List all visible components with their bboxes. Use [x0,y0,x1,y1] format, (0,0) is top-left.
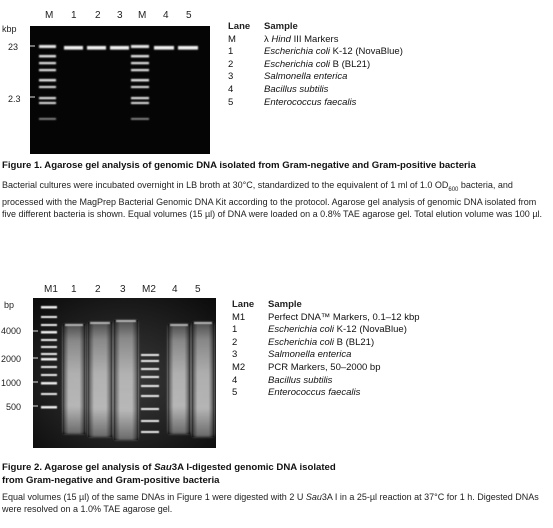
fig2-table-row [232,337,548,350]
sample-text: B (BL21) [330,58,371,70]
fig1-header-lane: Lane [228,21,251,32]
fig1-row-sample [264,97,356,110]
fig2-caption [2,461,550,487]
fig1-row-sample [264,59,370,72]
sample-text-italic: Bacillus subtilis [268,374,333,386]
fig2-table-row [232,349,548,362]
sample-text: λ [264,33,272,45]
fig1-gel-image [30,26,210,154]
fig1-lane-label: 1 [71,10,77,21]
fig1-row-sample [264,34,338,47]
fig1-row-lane: M [228,33,236,45]
fig2-marker-label: 2000 [1,354,22,364]
fig1-marker-label: 23 [8,42,19,52]
fig2-row-lane: 4 [232,374,238,386]
fig2-lane-label: 1 [71,284,77,295]
fig1-row-lane: 1 [228,46,234,58]
fig2-row-sample [268,324,407,337]
fig1-row-sample [264,46,403,59]
fig1-lane-table [228,21,548,109]
fig1-row-lane: 3 [228,71,234,83]
fig1-table-row [228,84,548,97]
fig1-row-lane: 4 [228,83,234,95]
fig2-row-lane: 5 [232,387,238,399]
fig2-row-sample [268,337,374,350]
fig1-row-lane: 2 [228,58,234,70]
sample-text-italic: Escherichia coli [268,324,334,336]
fig2-marker-label: 4000 [1,326,22,336]
sample-text-italic: Salmonella enterica [268,349,352,361]
fig1-axis-unit: kbp [2,24,17,34]
fig1-table-row [228,71,548,84]
fig2-header-lane: Lane [232,299,255,310]
fig2-row-lane: 1 [232,324,238,336]
fig2-row-lane: M2 [232,361,246,373]
fig2-table-row [232,312,548,325]
fig2-row-lane: 2 [232,336,238,348]
sample-text: III Markers [290,33,339,45]
fig2-table-row [232,362,548,375]
fig1-table-row [228,97,548,110]
sample-text: B (BL21) [334,336,375,348]
fig1-lane-label: 4 [163,10,169,21]
sample-text: K-12 (NovaBlue) [330,46,403,58]
fig2-caption-line2: from Gram-negative and Gram-positive bacteria [2,475,220,486]
fig1-description-text: bacteria, and processed with the MagPrep Bacterial Genomic DNA Kit according to the protocol. Agarose gel analysis of genomic DNA isolated from five different bacteria is shown. Equal volumes (15 µl) of DNA were loaded on a 0.8% TAE agarose gel. Total elution volume was 100 µl. [2,180,542,220]
fig2-row-lane: M1 [232,311,246,323]
fig2-marker-label: 1000 [1,378,22,388]
fig1-row-sample [264,84,328,97]
fig1-table-row [228,59,548,72]
fig2-description-text: 3A I in a 25-µl reaction at 37°C for 1 h. Digested DNAs were resolved on a 1.0% TAE agarose gel. [2,492,539,515]
fig2-marker-label: 500 [6,402,22,412]
fig2-lane-table [232,299,548,400]
fig2-description [2,491,542,515]
fig1-table-row [228,46,548,59]
fig2-header-sample: Sample [268,299,302,310]
fig1-row-sample [264,71,347,84]
sample-text: PCR Markers, 50–2000 bp [268,361,381,373]
fig2-description-italic: Sau [305,492,322,502]
fig2-table-header [232,299,548,312]
fig2-table-row [232,324,548,337]
fig2-caption-line1 [2,461,550,474]
fig2-row-lane: 3 [232,349,238,361]
fig2-row-sample [268,312,420,325]
fig1-lane-label: M [45,10,54,21]
fig2-lane-label: 3 [120,284,126,295]
sample-text-italic: Escherichia coli [268,336,334,348]
fig1-caption: Figure 1. Agarose gel analysis of genomic DNA isolated from Gram-negative and Gram-positive bacteria [2,160,476,171]
fig2-lane-label: 5 [195,284,201,295]
fig2-lane-label: 2 [95,284,101,295]
fig1-description [2,179,550,220]
fig2-gel-image [33,298,216,448]
fig1-description-subscript: 600 [448,186,459,193]
fig2-row-sample [268,362,380,375]
sample-text-italic: Hind [271,33,291,45]
fig1-lane-label: M [138,10,147,21]
fig1-row-lane: 5 [228,96,234,108]
fig2-lane-label: M2 [142,284,156,295]
fig2-lane-label: 4 [172,284,178,295]
fig2-table-row [232,387,548,400]
fig2-table-row [232,375,548,388]
fig2-caption-italic: Sau [154,462,172,473]
sample-text-italic: Escherichia coli [264,46,330,58]
fig2-axis-unit: bp [4,300,15,310]
fig2-caption-text: 3A I-digested genomic DNA isolated [171,462,336,473]
fig1-table-header [228,21,548,34]
fig1-lane-label: 3 [117,10,123,21]
fig1-header-sample: Sample [264,21,298,32]
fig1-marker-label: 2.3 [8,94,21,104]
fig1-description-text: Bacterial cultures were incubated overnight in LB broth at 30°C, standardized to the equivalent of 1 ml of 1.0 OD [2,180,449,190]
sample-text-italic: Salmonella enterica [264,71,348,83]
fig2-description-text: Equal volumes (15 µl) of the same DNAs in Figure 1 were digested with 2 U [2,492,306,502]
sample-text-italic: Escherichia coli [264,58,330,70]
fig2-caption-text: Figure 2. Agarose gel analysis of [2,462,155,473]
sample-text-italic: Bacillus subtilis [264,83,329,95]
fig2-row-sample [268,349,351,362]
sample-text: K-12 (NovaBlue) [334,324,407,336]
fig1-table-row [228,34,548,47]
fig2-row-sample [268,375,332,388]
sample-text-italic: Enterococcus faecalis [268,387,361,399]
fig1-lane-label: 2 [95,10,101,21]
fig2-row-sample [268,387,360,400]
fig2-lane-label: M1 [44,284,58,295]
fig1-lane-label: 5 [186,10,192,21]
sample-text-italic: Enterococcus faecalis [264,96,357,108]
sample-text: Perfect DNA™ Markers, 0.1–12 kbp [268,311,420,323]
